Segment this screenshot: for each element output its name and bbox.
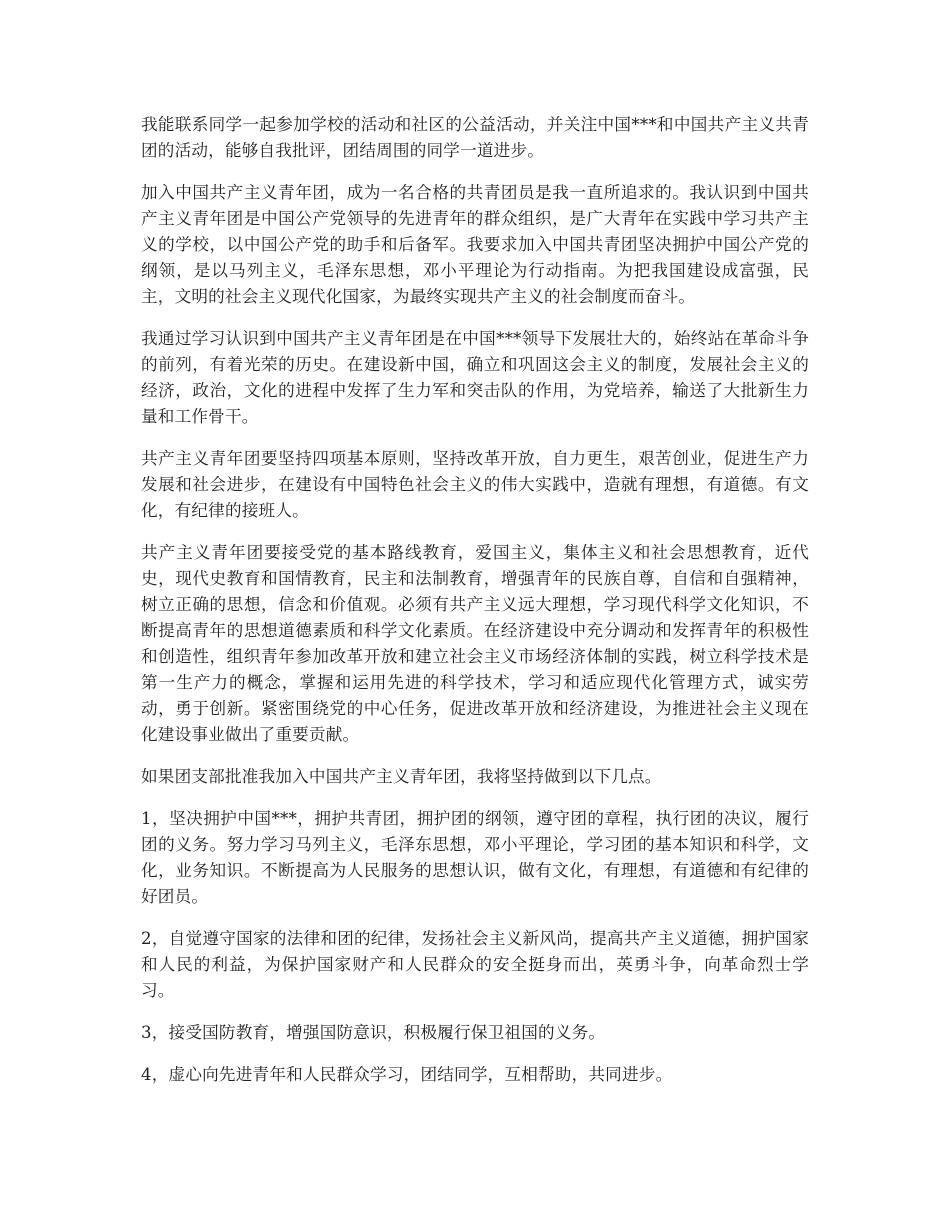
list-item-4: 4，虚心向先进青年和人民群众学习，团结同学，互相帮助，共同进步。 [141,1065,673,1084]
list-item-1: 1，坚决拥护中国***，拥护共青团，拥护团的纲领，遵守团的章程，执行团的决议，履行团的义务。努力学习马列主义，毛泽东思想，邓小平理论，学习团的基本知识和科学，文化，业务知识。不断提高为人民服务的思想认识，做有文化，有理想，有道德和有纪律的好团员。 [141,809,809,906]
list-item-2: 2，自觉遵守国家的法律和团的纪律，发扬社会主义新风尚，提高共产主义道德，拥护国家和人民的利益，为保护国家财产和人民群众的安全挺身而出，英勇斗争，向革命烈士学习。 [141,929,809,1000]
paragraph-league-history: 我通过学习认识到中国共产主义青年团是在中国***领导下发展壮大的，始终站在革命斗争的前列，有着光荣的历史。在建设新中国，确立和巩固这会主义的制度，发展社会主义的经济，政治，文化的进程中发挥了生力军和突击队的作用，为党培养，输送了大批新生力量和工作骨干。 [141,329,809,426]
list-item-3: 3，接受国防教育，增强国防意识，积极履行保卫祖国的义务。 [141,1023,606,1042]
paragraph-education: 共产主义青年团要接受党的基本路线教育，爱国主义，集体主义和社会思想教育，近代史，现代史教育和国情教育，民主和法制教育，增强青年的民族自尊，自信和自强精神，树立正确的思想，信念和价值观。必须有共产主义远大理想，学习现代科学文化知识，不断提高青年的思想道德素质和科学文化素质。在经济建设中充分调动和发挥青年的积极性和创造性，组织青年参加改革开放和建立社会主义市场经济体制的实践，树立科学技术是第一生产力的概念，掌握和运用先进的科学技术，学习和适应现代化管理方式，诚实劳动，勇于创新。紧密围绕党的中心任务，促进改革开放和经济建设，为推进社会主义现在化建设事业做出了重要贡献。 [141,543,809,744]
paragraph-joining-league: 加入中国共产主义青年团，成为一名合格的共青团员是我一直所追求的。我认识到中国共产主义青年团是中国公产党领导的先进青年的群众组织，是广大青年在实践中学习共产主义的学校，以中国公产党的助手和后备军。我要求加入中国共青团坚决拥护中国公产党的纲领，是以马列主义，毛泽东思想，邓小平理论为行动指南。为把我国建设成富强，民主，文明的社会主义现代化国家，为最终实现共产主义的社会制度而奋斗。 [141,183,809,306]
document-body [141,112,809,1104]
paragraph-activities: 我能联系同学一起参加学校的活动和社区的公益活动，并关注中国***和中国共产主义共青团的活动，能够自我批评，团结周围的同学一道进步。 [141,115,809,160]
paragraph-four-principles: 共产主义青年团要坚持四项基本原则，坚持改革开放，自力更生，艰苦创业，促进生产力发展和社会进步，在建设有中国特色社会主义的伟大实践中，造就有理想，有道德。有文化，有纪律的接班人。 [141,449,809,520]
paragraph-commitment-intro: 如果团支部批准我加入中国共产主义青年团，我将坚持做到以下几点。 [141,767,662,786]
